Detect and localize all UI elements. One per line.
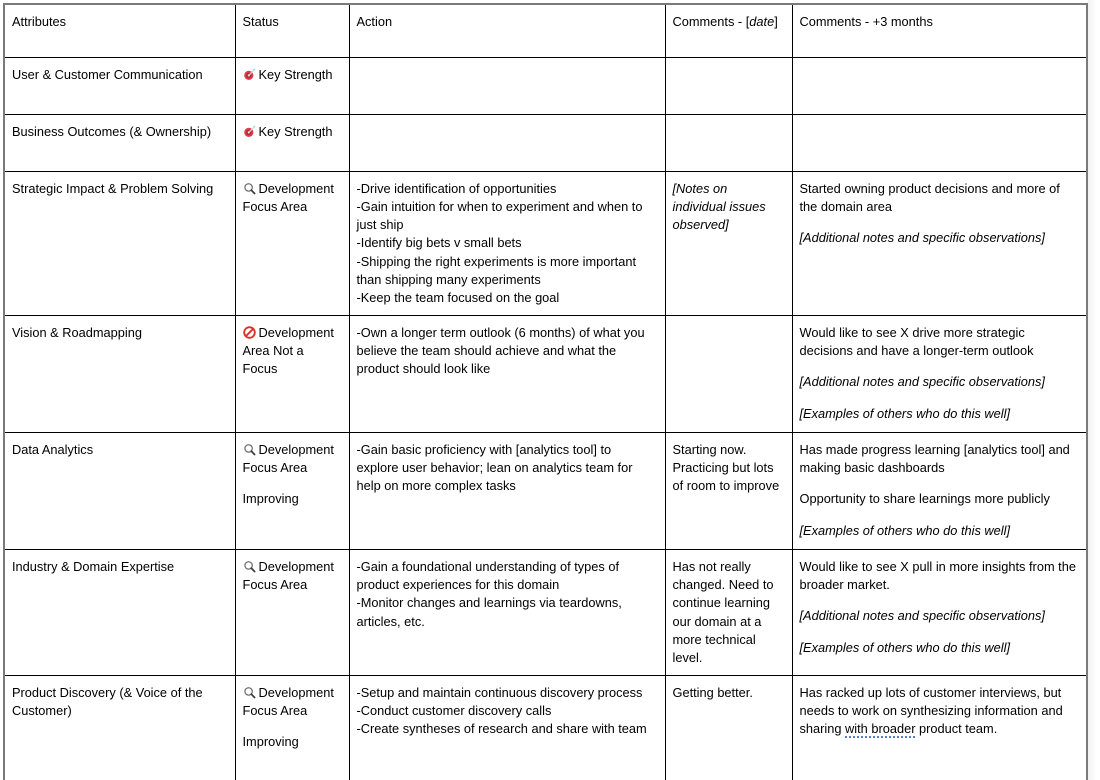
cell-status[interactable] [235, 172, 349, 316]
table-row[interactable] [4, 676, 1087, 780]
action-line: -Gain basic proficiency with [analytics tool] to explore user behavior; lean on analytics team for help on more complex tasks [356, 442, 633, 494]
cell-status[interactable] [235, 316, 349, 433]
action-line: -Create syntheses of research and share with team [356, 721, 647, 737]
cell-attribute[interactable]: Strategic Impact & Problem Solving [4, 172, 235, 316]
cell-comments-date[interactable] [665, 316, 792, 433]
grammar-flagged-text: with broader [845, 721, 916, 737]
status-label: Development Focus Area [242, 685, 334, 719]
comment-paragraph: Would like to see X pull in more insights from the broader market. [799, 559, 1076, 593]
column-header-status: Status [235, 4, 349, 58]
status-badge [243, 123, 341, 141]
column-header-comments-date [665, 4, 792, 58]
action-line: -Setup and maintain continuous discovery process [356, 685, 643, 701]
performance-review-table [3, 3, 1088, 780]
cell-attribute[interactable]: Vision & Roadmapping [4, 316, 235, 433]
comments-date-italic: date [749, 14, 775, 29]
comment-paragraph: Would like to see X drive more strategic decisions and have a longer-term outlook [799, 325, 1034, 359]
action-line: -Gain intuition for when to experiment and when to just ship [356, 199, 643, 233]
status-badge [243, 441, 341, 477]
status-sub-label: Improving [242, 734, 299, 750]
table-row[interactable] [4, 433, 1087, 550]
comment-paragraph: Starting now. Practicing but lots of room to improve [672, 442, 780, 494]
status-badge [243, 324, 341, 378]
cell-comments-3months[interactable] [792, 550, 1087, 676]
comments-date-prefix: Comments - [ [672, 14, 750, 29]
comment-paragraph: Has made progress learning [analytics tool] and making basic dashboards [799, 442, 1070, 476]
comment-paragraph [800, 684, 1079, 738]
table-body [4, 58, 1087, 780]
cell-comments-3months[interactable] [792, 433, 1087, 550]
cell-attribute[interactable]: Business Outcomes (& Ownership) [4, 115, 235, 172]
action-line: -Identify big bets v small bets [356, 235, 522, 251]
cell-attribute[interactable]: User & Customer Communication [4, 58, 235, 115]
status-label: Development Focus Area [242, 442, 334, 476]
column-header-attributes: Attributes [4, 4, 235, 58]
comment-paragraph: [Examples of others who do this well] [799, 639, 1011, 655]
cell-comments-3months[interactable] [792, 58, 1087, 115]
cell-attribute[interactable]: Product Discovery (& Voice of the Customer) [4, 676, 235, 780]
status-label: Key Strength [258, 124, 333, 139]
cell-status[interactable] [235, 550, 349, 676]
table-row[interactable] [4, 316, 1087, 433]
comment-text: Has racked up lots of customer interviews, but needs to work on synthesizing information and sharing [799, 685, 1063, 737]
status-badge [243, 180, 341, 216]
comment-paragraph: Has not really changed. Need to continue learning our domain at a more technical level. [672, 559, 774, 665]
action-line: -Keep the team focused on the goal [356, 289, 560, 305]
cell-comments-date[interactable] [665, 550, 792, 676]
action-line: -Shipping the right experiments is more important than shipping many experiments [356, 253, 637, 287]
status-sub-label: Improving [242, 491, 299, 507]
table-row[interactable] [4, 550, 1087, 676]
cell-comments-date[interactable] [665, 676, 792, 780]
column-header-comments-3months: Comments - +3 months [792, 4, 1087, 58]
comment-paragraph: [Notes on individual issues observed] [672, 181, 766, 233]
prohibited-icon [243, 326, 256, 339]
cell-comments-date[interactable] [665, 433, 792, 550]
cell-action[interactable] [349, 550, 665, 676]
comment-paragraph: [Additional notes and specific observations] [799, 374, 1045, 390]
cell-comments-3months[interactable] [792, 676, 1087, 780]
action-line: -Monitor changes and learnings via teardowns, articles, etc. [356, 595, 622, 629]
column-header-action: Action [349, 4, 665, 58]
cell-status[interactable] [235, 58, 349, 115]
cell-status[interactable] [235, 115, 349, 172]
table-row[interactable] [4, 172, 1087, 316]
magnifier-icon [243, 560, 256, 573]
action-line: -Drive identification of opportunities [356, 181, 557, 196]
comment-paragraph: Getting better. [672, 685, 753, 701]
action-line: -Own a longer term outlook (6 months) of what you believe the team should achieve and what the product should look like [356, 325, 645, 377]
comment-paragraph: Started owning product decisions and more of the domain area [799, 181, 1060, 215]
cell-comments-date[interactable] [665, 115, 792, 172]
magnifier-icon [243, 443, 256, 456]
cell-action[interactable] [349, 433, 665, 550]
comment-paragraph: [Additional notes and specific observations] [799, 608, 1045, 624]
comments-date-suffix: ] [774, 14, 778, 29]
comment-paragraph: Opportunity to share learnings more publicly [799, 491, 1050, 507]
comment-text: product team. [915, 721, 998, 737]
magnifier-icon [243, 182, 256, 195]
table-row[interactable] [4, 115, 1087, 172]
status-badge [243, 684, 341, 720]
cell-status[interactable] [235, 433, 349, 550]
action-line: -Conduct customer discovery calls [356, 703, 552, 719]
cell-action[interactable] [349, 115, 665, 172]
status-badge [243, 558, 341, 594]
action-line: -Gain a foundational understanding of types of product experiences for this domain [356, 559, 620, 593]
cell-comments-3months[interactable] [792, 115, 1087, 172]
comment-paragraph: [Examples of others who do this well] [799, 405, 1011, 421]
status-label: Development Focus Area [242, 559, 334, 593]
cell-action[interactable] [349, 676, 665, 780]
status-badge [243, 66, 341, 84]
dart-target-icon [243, 68, 256, 81]
magnifier-icon [243, 686, 256, 699]
page-edge-shadow [1088, 0, 1100, 780]
table-row[interactable] [4, 58, 1087, 115]
cell-action[interactable] [349, 172, 665, 316]
table-header-row [4, 4, 1087, 58]
cell-attribute[interactable]: Industry & Domain Expertise [4, 550, 235, 676]
cell-comments-3months[interactable] [792, 172, 1087, 316]
status-label: Development Focus Area [242, 181, 334, 215]
comment-paragraph: [Examples of others who do this well] [799, 522, 1011, 538]
cell-action[interactable] [349, 58, 665, 115]
dart-target-icon [243, 125, 256, 138]
cell-status[interactable] [235, 676, 349, 780]
cell-comments-3months[interactable] [792, 316, 1087, 433]
cell-action[interactable] [349, 316, 665, 433]
table-header [4, 4, 1087, 58]
cell-comments-date[interactable] [665, 58, 792, 115]
status-label: Key Strength [258, 67, 333, 82]
cell-comments-date[interactable] [665, 172, 792, 316]
cell-attribute[interactable]: Data Analytics [4, 433, 235, 550]
comment-paragraph: [Additional notes and specific observations] [799, 230, 1045, 246]
status-label: Development Area Not a Focus [242, 325, 334, 377]
